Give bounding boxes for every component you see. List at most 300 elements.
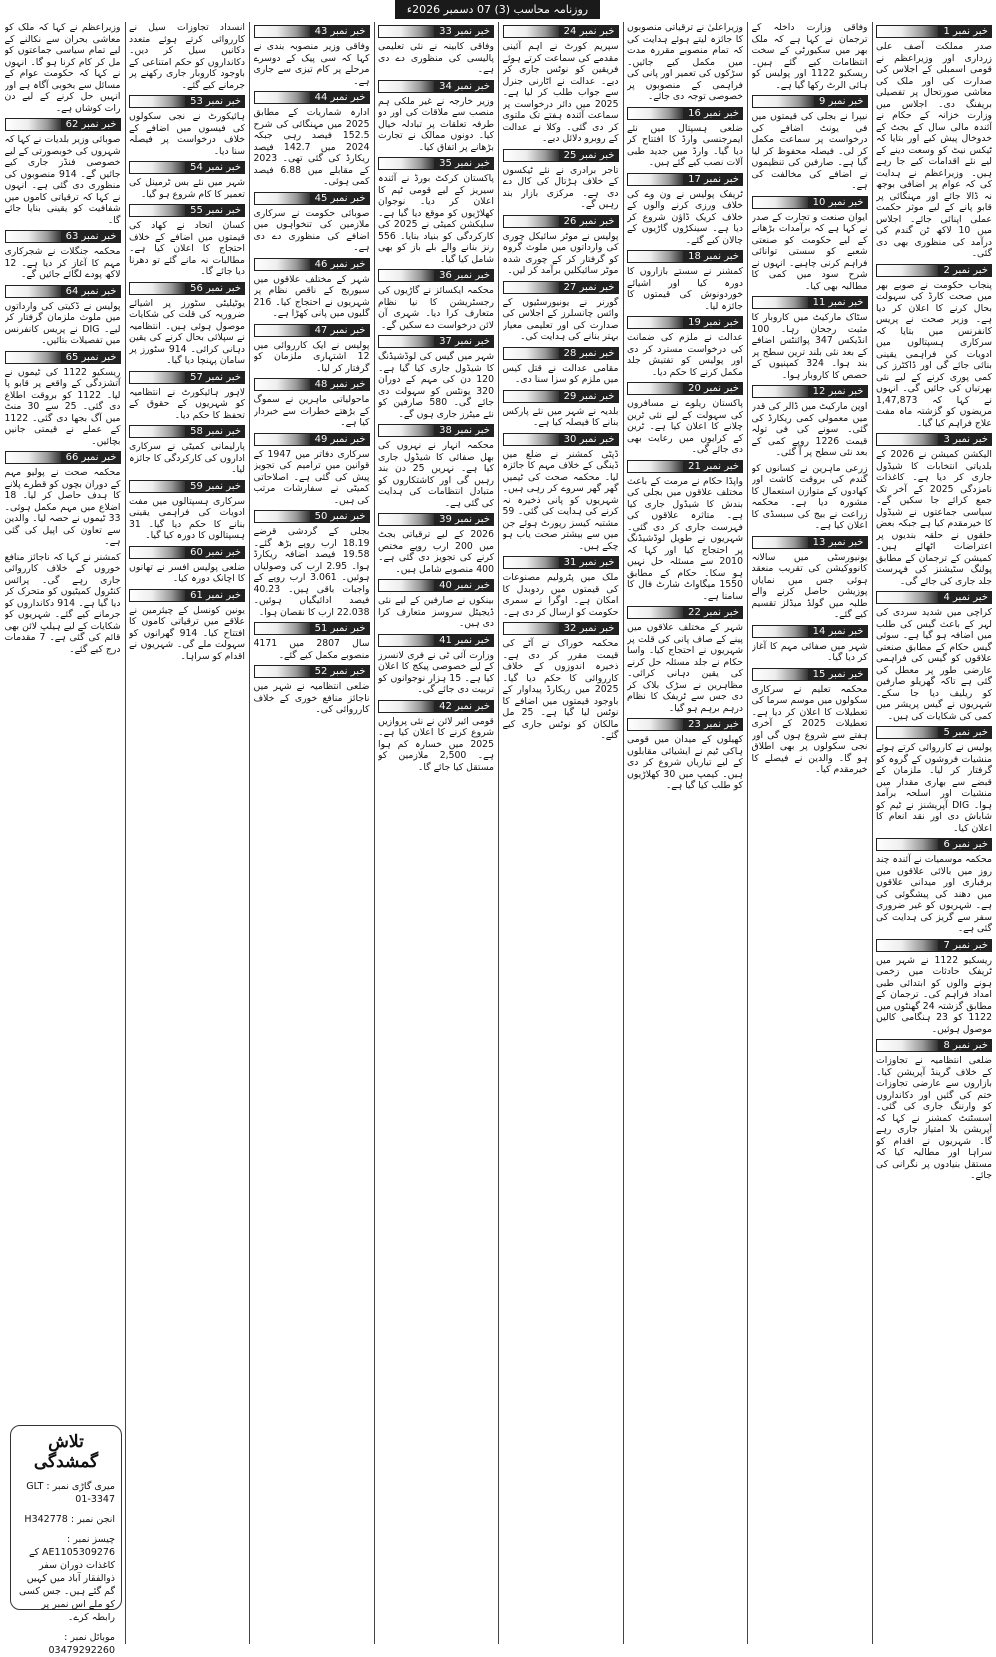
news-item: [254, 258, 370, 320]
news-item-header-bar: [129, 425, 186, 438]
news-item-header: [876, 25, 992, 38]
news-item-header-bar: [503, 25, 560, 38]
news-item-text: ضلعی ہسپتال میں نئے ایمرجنسی وارڈ کا افتتاح کر دیا گیا۔ وارڈ میں جدید طبی آلات نصب کیے گئے ہیں۔: [627, 122, 743, 168]
news-item-header-bar: [752, 296, 809, 309]
news-item: [503, 281, 619, 343]
news-item-text: صدر مملکت آصف علی زرداری اور وزیراعظم نے قومی اسمبلی کے اجلاس کی صدارت کی اور ملک کی معاشی صورتحال پر تفصیلی بریفنگ دی۔ اجلاس میں وزارت خزانہ کے حکام نے آئندہ مالی سال کے بجٹ کے خدوخال پیش کیے اور بتایا کہ ٹیکس نیٹ کو وسعت دینے کے لیے نئے اقدامات کیے جا رہے ہیں۔ وزیراعظم نے ہدایت کی کہ عوام پر اضافی بوجھ نہ ڈالا جائے اور مہنگائی پر قابو پانے کے لیے موثر حکمت عملی اپنائی جائے۔ اجلاس میں 10 لاکھ ٹن گندم کی درآمد کی منظوری بھی دی گئی۔: [876, 41, 992, 259]
news-item-header-bar: [876, 838, 939, 851]
news-item: [5, 285, 121, 347]
news-item-label: خبر نمبر 40: [435, 579, 494, 592]
news-item-header: [627, 250, 743, 263]
news-item-header: [5, 351, 121, 364]
news-item: [876, 433, 992, 587]
news-item: [254, 378, 370, 429]
news-item-text: شہر کے مختلف علاقوں میں سیوریج کے ناقص نظام پر شہریوں نے احتجاج کیا۔ 216 گلیوں میں پانی کھڑا ہے۔: [253, 273, 370, 319]
news-item-header-bar: [627, 382, 684, 395]
news-item: [752, 625, 868, 664]
news-item-text: لاہور ہائیکورٹ نے انتظامیہ کو شہریوں کے حقوق کے تحفظ کا حکم دیا۔: [129, 386, 245, 421]
news-item-label: خبر نمبر 42: [435, 700, 494, 713]
news-item-text: کسان اتحاد نے کھاد کی قیمتوں میں اضافے کے خلاف احتجاج کا اعلان کیا ہے۔ مطالبات نہ مانے گئے تو دھرنا دیا جائے گا۔: [129, 220, 245, 277]
news-item-text: کھیلوں کے میدان میں قومی ہاکی ٹیم نے ایشیائی مقابلوں کے لیے تیاریاں شروع کر دی ہیں۔ کیمپ میں 30 کھلاڑیوں کو طلب کیا گیا ہے۔: [627, 734, 743, 791]
column-2: [752, 22, 868, 1644]
news-item-text: اوپن مارکیٹ میں ڈالر کی قدر میں معمولی کمی ریکارڈ کی گئی۔ سونے کی فی تولہ قیمت 1226 روپے کمی کے بعد نئی سطح پر آ گئی۔: [751, 401, 868, 458]
news-item-header-bar: [254, 665, 311, 678]
news-item-header: [254, 25, 370, 38]
news-item: [627, 382, 743, 456]
news-item-header-bar: [627, 606, 684, 619]
news-item-text: ماحولیاتی ماہرین نے سموگ کے بڑھتے خطرات سے خبردار کیا ہے۔: [253, 394, 370, 428]
news-item-header-bar: [129, 480, 186, 493]
news-item-label: خبر نمبر 11: [809, 296, 868, 309]
news-item: [129, 95, 245, 157]
news-item-header-bar: [876, 726, 939, 739]
lost-notice-line: چیسز نمبر : AE1105309276 کے کاغذات دوران سفر ذوالفقار آباد میں کہیں گم گئے ہیں۔ جس کسی کو ملے اس نمبر پر رابطہ کرے۔: [18, 1534, 115, 1623]
news-item-label: خبر نمبر 26: [560, 215, 619, 228]
news-item-header: [5, 285, 121, 298]
news-item-label: خبر نمبر 56: [186, 282, 245, 295]
news-item: [627, 460, 743, 603]
news-item-text: کراچی میں شدید سردی کی لہر کے باعث گیس کی طلب میں اضافہ ہو گیا ہے۔ سوئی گیس حکام کے مطابق صنعتی علاقوں کو گیس کی فراہمی عارضی طور پر معطل کی گئی ہے تاکہ گھریلو صارفین کو ریلیف دیا جا سکے۔ شہریوں نے گیس پریشر میں کمی کی شکایات کی ہیں۔: [876, 607, 992, 722]
news-item-header: [503, 25, 619, 38]
news-item-text: سٹاک مارکیٹ میں کاروبار کا مثبت رجحان رہا۔ 100 انڈیکس 347 پوائنٹس اضافے کے بعد نئی بلند ترین سطح پر بند ہوا۔ 324 کمپنیوں کے حصص کا کاروبار ہوا۔: [751, 312, 868, 381]
news-item-text: پولیس نے کارروائی کرتے ہوئے منشیات فروشوں کے گروہ کو گرفتار کر لیا۔ ملزمان کے قبضے سے بھاری مقدار میں منشیات اور اسلحہ برآمد ہوا۔ DIG آپریشنز نے ٹیم کو شاباش دی اور نقد انعام کا اعلان کیا۔: [876, 742, 992, 834]
column-divider: [125, 22, 126, 1644]
news-item-header-bar: [627, 107, 684, 120]
news-item-label: خبر نمبر 44: [311, 91, 370, 104]
column-6: [254, 22, 370, 1644]
news-item-text: وزیر خارجہ نے غیر ملکی ہم منصب سے ملاقات کی اور دو طرفہ تعلقات پر تبادلہ خیال کیا۔ دونوں ممالک نے تجارت بڑھانے پر اتفاق کیا۔: [378, 95, 494, 153]
news-item-header-bar: [752, 95, 815, 108]
news-item-header: [378, 25, 494, 38]
news-item-header-bar: [503, 622, 560, 635]
news-item-header-bar: [254, 510, 311, 523]
news-item-text: سپریم کورٹ نے اہم آئینی مقدمے کی سماعت کرتے ہوئے فریقین کو نوٹس جاری کر دیے۔ عدالت نے اٹارنی جنرل سے جواب طلب کر لیا ہے۔ 2025 میں دائر درخواست پر سماعت آئندہ ہفتے تک ملتوی کر دی گئی۔ وکلا نے عدالت کے روبرو دلائل دیے۔: [502, 41, 619, 144]
column-7: [129, 22, 245, 1644]
news-item-text: 2026 کے لیے ترقیاتی بجٹ میں 200 ارب روپے مختص کرنے کی تجویز دی گئی ہے۔ 400 منصوبے شامل ہیں۔: [378, 529, 494, 575]
news-item-header: [378, 157, 494, 170]
news-item-label: خبر نمبر 25: [560, 149, 619, 162]
column-divider: [498, 22, 499, 1644]
news-item: [5, 22, 121, 114]
news-item-header-bar: [378, 634, 435, 647]
news-item-label: خبر نمبر 61: [186, 589, 245, 602]
news-item: [627, 107, 743, 169]
news-item-label: خبر نمبر 24: [560, 25, 619, 38]
news-item: [503, 25, 619, 145]
news-item-header: [876, 1039, 992, 1052]
news-item: [378, 579, 494, 630]
news-item-header: [876, 838, 992, 851]
news-item-text: الیکشن کمیشن نے 2026 کے بلدیاتی انتخابات کا شیڈول جاری کر دیا ہے۔ کاغذات نامزدگی 2025 کے آخر تک جمع کرائے جا سکیں گے۔ سیاسی جماعتوں نے شیڈول کا خیرمقدم کیا ہے جبکہ بعض حلقوں نے حلقہ بندیوں پر اعتراضات اٹھائے ہیں۔ کمیشن کے ترجمان کے مطابق پولنگ سٹیشنز کی فہرست جلد جاری کی جائے گی۔: [876, 449, 992, 587]
news-item-header-bar: [5, 230, 62, 243]
news-item: [378, 335, 494, 420]
news-item-label: خبر نمبر 38: [435, 424, 494, 437]
news-item-label: خبر نمبر 46: [311, 258, 370, 271]
news-item-text: وفاقی وزارت داخلہ کے ترجمان نے کہا ہے کہ ملک بھر میں سکیورٹی کے سخت انتظامات کیے گئے ہیں۔ ریسکیو 1122 اور پولیس کو ہائی الرٹ رکھا گیا ہے۔: [751, 22, 868, 91]
news-item: [752, 536, 868, 621]
news-item-header: [503, 215, 619, 228]
lost-notice-line: میری گاڑی نمبر : GLT 01-3347: [26, 1481, 115, 1505]
news-item-label: خبر نمبر 10: [809, 196, 868, 209]
news-item-label: خبر نمبر 35: [435, 157, 494, 170]
news-item-header: [254, 433, 370, 446]
column-1: [876, 22, 992, 1644]
news-item: [254, 91, 370, 188]
news-item: [752, 463, 868, 532]
news-item-text: پاکستان ریلوے نے مسافروں کی سہولت کے لیے نئی ٹرین چلانے کا اعلان کیا ہے۔ ٹرین کے کرایوں میں رعایت بھی دی جائے گی۔: [627, 398, 743, 455]
news-item-header: [5, 451, 121, 464]
news-item-header-bar: [378, 25, 435, 38]
news-item-header: [503, 149, 619, 162]
news-item-header: [752, 196, 868, 209]
news-item-text: محکمہ تعلیم نے سرکاری سکولوں میں موسم سرما کی تعطیلات کا اعلان کر دیا ہے۔ تعطیلات 2025 کے آخری ہفتے سے شروع ہوں گی اور نجی سکولوں پر بھی اطلاق ہو گا۔ والدین نے فیصلے کا خیرمقدم کیا۔: [751, 683, 868, 775]
news-item: [129, 22, 245, 91]
news-item-label: خبر نمبر 31: [560, 556, 619, 569]
news-item-text: محکمہ انہار نے نہروں کی بھل صفائی کا شیڈول جاری کیا ہے۔ نہریں 25 دن بند رہیں گی اور کاشتکاروں کو متبادل انتظامات کی ہدایت کی گئی ہے۔: [378, 440, 494, 509]
news-item-header-bar: [254, 192, 311, 205]
news-item-header-bar: [378, 513, 435, 526]
news-item-header-bar: [627, 316, 684, 329]
news-item-header-bar: [503, 215, 560, 228]
news-item-header-bar: [129, 95, 186, 108]
news-item-text: ریسکیو 1122 نے شہر میں ٹریفک حادثات میں زخمی ہونے والوں کو ابتدائی طبی امداد فراہم کی۔ ترجمان کے مطابق گزشتہ 24 گھنٹوں میں 1122 کو 23 ہنگامی کالیں موصول ہوئیں۔: [876, 954, 992, 1035]
news-item: [254, 622, 370, 661]
news-item: [503, 622, 619, 742]
news-item-text: انسداد تجاوزات سیل نے کارروائی کرتے ہوئے متعدد دکانیں سیل کر دیں۔ دکانداروں کو حکم امتناعی کے باوجود کاروبار جاری رکھنے پر جرمانے کیے گئے۔: [129, 22, 245, 91]
news-item-label: خبر نمبر 8: [939, 1039, 992, 1052]
lost-notice-line: انجن نمبر : H342778: [24, 1514, 115, 1525]
news-item-label: خبر نمبر 49: [311, 433, 370, 446]
news-item-text: پارلیمانی کمیٹی نے سرکاری اداروں کی کارکردگی کا جائزہ لیا۔: [129, 441, 245, 475]
news-item-text: قومی ائیر لائن نے نئی پروازیں شروع کرنے کا اعلان کیا ہے۔ 2025 میں خسارہ کم ہوا ہے۔ 2,500 ملازمین کو مستقل کیا جائے گا۔: [378, 715, 494, 773]
news-item-header: [876, 433, 992, 446]
column-4: [503, 22, 619, 1644]
news-item-label: خبر نمبر 15: [809, 668, 868, 681]
news-item-text: سال 2807 میں 4171 منصوبے مکمل کیے گئے۔: [253, 638, 370, 661]
news-item-text: پولیس نے ڈکیتی کی وارداتوں میں ملوث ملزمان گرفتار کر لیے۔ DIG نے پریس کانفرنس میں تفصیلات بتائیں۔: [4, 300, 121, 346]
news-item-text: نیپرا نے بجلی کی قیمتوں میں فی یونٹ اضافے کی درخواست پر سماعت مکمل کر لی۔ فیصلہ محفوظ کر لیا گیا ہے۔ صارفین کی تنظیموں نے اضافے کی مخالفت کی ہے۔: [751, 111, 868, 191]
news-item: [752, 296, 868, 381]
news-item-text: پنجاب حکومت نے صوبے بھر میں صحت کارڈ کی سہولت بحال کرنے کا اعلان کر دیا ہے۔ وزیر صحت نے پریس کانفرنس میں بتایا کہ سرکاری ہسپتالوں میں ادویات کی فراہمی یقینی بنائی جائے گی اور ڈاکٹرز کی کمی پوری کرنے کے لیے نئی بھرتیاں کی جائیں گی۔ انہوں نے کہا کہ 1,47,873 مریضوں کو گزشتہ ماہ مفت علاج فراہم کیا گیا۔: [876, 279, 992, 429]
news-item-header-bar: [129, 546, 186, 559]
news-item-header-bar: [129, 589, 186, 602]
news-item-header-bar: [752, 385, 809, 398]
news-item-label: خبر نمبر 57: [186, 371, 245, 384]
news-item-header: [378, 700, 494, 713]
news-item-header: [876, 264, 992, 277]
news-item-header: [627, 606, 743, 619]
column-8: [5, 22, 121, 1417]
news-item-header-bar: [5, 285, 62, 298]
news-item-label: خبر نمبر 36: [435, 269, 494, 282]
news-item-label: خبر نمبر 53: [186, 95, 245, 108]
news-item-header-bar: [503, 433, 560, 446]
news-item-header-bar: [627, 460, 684, 473]
news-item: [254, 510, 370, 618]
news-item-label: خبر نمبر 47: [311, 324, 370, 337]
news-item-text: وزارت آئی ٹی نے فری لانسرز کے لیے خصوصی پیکج کا اعلان کیا ہے۔ 15 ہزار نوجوانوں کو تربیت دی جائے گی۔: [378, 649, 494, 695]
news-item-header: [752, 385, 868, 398]
news-item-header: [627, 107, 743, 120]
news-item-label: خبر نمبر 32: [560, 622, 619, 635]
news-item-header-bar: [627, 250, 684, 263]
news-item-header: [752, 668, 868, 681]
news-item-header: [752, 536, 868, 549]
news-item-text: وزیراعظم نے کہا کہ ملک کو معاشی بحران سے نکالنے کے لیے تمام سیاسی جماعتوں کو مل کر کام کرنا ہو گا۔ انہوں نے کہا کہ حکومت عوام کے مسائل سے بخوبی آگاہ ہے اور انہیں حل کرنے کے لیے دن رات کوشاں ہے۔: [4, 22, 121, 114]
news-item-header: [752, 625, 868, 638]
news-item-header: [254, 378, 370, 391]
news-item-header-bar: [876, 939, 939, 952]
news-item-header-bar: [627, 173, 684, 186]
news-item: [627, 173, 743, 247]
news-item-label: خبر نمبر 34: [435, 80, 494, 93]
news-item-header-bar: [752, 668, 809, 681]
news-item: [378, 513, 494, 575]
news-item-label: خبر نمبر 37: [435, 335, 494, 348]
lost-notice-line: موبائل نمبر : 03479292260: [48, 1632, 115, 1656]
news-item: [876, 25, 992, 260]
news-item: [378, 424, 494, 509]
news-item: [503, 556, 619, 618]
news-item-header-bar: [503, 149, 560, 162]
news-item-header: [876, 939, 992, 952]
news-item-text: ضلعی انتظامیہ نے شہر میں ناجائز منافع خوری کے خلاف کارروائی کی۔: [253, 681, 370, 715]
news-item-header: [752, 95, 868, 108]
news-item: [378, 157, 494, 265]
news-item: [129, 425, 245, 476]
news-item-header: [503, 281, 619, 294]
news-item-label: خبر نمبر 58: [186, 425, 245, 438]
news-item-text: ٹریفک پولیس نے ون وے کی خلاف ورزی کرنے والوں کے خلاف کریک ڈاؤن شروع کر دیا ہے۔ سینکڑوں گاڑیوں کے چالان کیے گئے۔: [627, 188, 743, 246]
news-item-header-bar: [254, 91, 311, 104]
news-item-header: [378, 513, 494, 526]
news-item-header-bar: [876, 1039, 939, 1052]
lost-notice-title: تلاش گمشدگی: [33, 1432, 99, 1472]
news-item: [5, 118, 121, 226]
news-item: [129, 282, 245, 367]
news-item-text: ملک میں پٹرولیم مصنوعات کی قیمتوں میں ردوبدل کا امکان ہے۔ اوگرا نے سمری حکومت کو ارسال کر دی ہے۔: [502, 572, 619, 618]
news-item-text: ادارہ شماریات کے مطابق 2025 میں مہنگائی کی شرح 152.5 فیصد رہی جبکہ 2024 میں 142.7 فیصد ریکارڈ کی گئی تھی۔ 2023 کے مقابلے میں 6.88 فیصد کمی ہوئی۔: [253, 107, 370, 187]
news-item-text: پولیس نے ایک کارروائی میں 12 اشتہاری ملزمان کو گرفتار کر لیا۔: [253, 339, 370, 374]
news-item-header: [129, 589, 245, 602]
news-item-label: خبر نمبر 12: [809, 385, 868, 398]
news-item-text: یونین کونسل کے چیئرمین نے علاقے میں ترقیاتی کاموں کا افتتاح کیا۔ 914 گھرانوں کو سہولت ملے گی۔ شہریوں نے اقدام کو سراہا۔: [129, 604, 245, 662]
news-item: [129, 371, 245, 422]
news-item-header-bar: [876, 433, 939, 446]
news-item-header-bar: [503, 281, 560, 294]
news-item: [254, 665, 370, 716]
news-item-label: خبر نمبر 23: [684, 718, 743, 731]
news-item-label: خبر نمبر 39: [435, 513, 494, 526]
news-item: [5, 552, 121, 656]
news-item: [254, 433, 370, 507]
news-item-header: [876, 591, 992, 604]
news-item-header: [129, 204, 245, 217]
news-item: [503, 433, 619, 553]
news-item-header: [627, 173, 743, 186]
news-item-text: ضلعی انتظامیہ نے تجاوزات کے خلاف گرینڈ آپریشن کیا۔ بازاروں سے عارضی تجاوزات ختم کی گئیں اور دکانداروں کو وارننگ جاری کی گئی۔ اسسٹنٹ کمشنر نے کہا کہ آپریشن بلا امتیاز جاری رہے گا۔ شہریوں نے اقدام کو سراہا اور مطالبہ کیا کہ مستقل بنیادوں پر نگرانی کی جائے۔: [876, 1055, 992, 1181]
news-item: [129, 480, 245, 542]
news-item: [752, 22, 868, 91]
news-item-label: خبر نمبر 22: [684, 606, 743, 619]
news-item-header-bar: [752, 625, 809, 638]
news-item-text: ضلعی پولیس افسر نے تھانوں کا اچانک دورہ کیا۔: [129, 561, 245, 584]
news-item-header: [254, 665, 370, 678]
news-item: [752, 385, 868, 459]
news-item-label: خبر نمبر 21: [684, 460, 743, 473]
news-item-header: [254, 622, 370, 635]
news-item-text: ایوان صنعت و تجارت کے صدر نے کہا ہے کہ برآمدات بڑھانے کے لیے حکومت کو صنعتی شعبے کو سستی توانائی فراہم کرنی چاہیے۔ انہوں نے شرح سود میں کمی کا مطالبہ بھی کیا۔: [751, 211, 868, 292]
news-item: [378, 634, 494, 696]
news-item: [5, 230, 121, 281]
news-item: [378, 25, 494, 76]
news-item-header-bar: [503, 390, 560, 403]
news-item-text: محکمہ ایکسائز نے گاڑیوں کی رجسٹریشن کا نیا نظام متعارف کرا دیا۔ شہری آن لائن درخواست دے سکیں گے۔: [378, 285, 494, 331]
news-item-label: خبر نمبر 1: [939, 25, 992, 38]
news-item-header-bar: [378, 269, 435, 282]
news-item-text: وفاقی وزیر منصوبہ بندی نے کہا کہ سی پیک کے دوسرے مرحلے پر کام تیزی سے جاری ہے۔: [253, 41, 370, 87]
news-item-header-bar: [752, 536, 809, 549]
news-item-text: سرکاری دفاتر میں 1947 کے قوانین میں ترامیم کی تجویز پیش کی گئی ہے۔ اصلاحاتی کمیٹی نے سفارشات مرتب کی ہیں۔: [253, 448, 370, 506]
news-item-label: خبر نمبر 41: [435, 634, 494, 647]
news-item: [129, 589, 245, 663]
news-item-label: خبر نمبر 30: [560, 433, 619, 446]
news-item: [503, 215, 619, 277]
news-item: [129, 546, 245, 585]
news-item-header: [378, 424, 494, 437]
news-item: [378, 269, 494, 331]
news-item-header: [129, 480, 245, 493]
news-item-header-bar: [254, 258, 311, 271]
news-item-header-bar: [378, 80, 435, 93]
news-item-text: واپڈا حکام نے مرمت کے باعث مختلف علاقوں میں بجلی کی بندش کا شیڈول جاری کیا ہے۔ متاثرہ علاقوں کی فہرست جاری کر دی گئی۔ شہریوں نے طویل لوڈشیڈنگ پر احتجاج کیا اور کہا کہ 2010 سے مسئلہ حل نہیں ہو سکا۔ حکام کے مطابق 1550 میگاواٹ شارٹ فال کا سامنا ہے۔: [627, 475, 743, 602]
news-item-label: خبر نمبر 43: [311, 25, 370, 38]
news-item: [627, 316, 743, 378]
news-item-header: [627, 382, 743, 395]
news-item-header-bar: [254, 25, 311, 38]
news-item: [627, 22, 743, 103]
news-item-label: خبر نمبر 27: [560, 281, 619, 294]
news-item-label: خبر نمبر 4: [939, 591, 992, 604]
lost-notice-box: [10, 1425, 122, 1656]
news-item-label: خبر نمبر 9: [815, 95, 868, 108]
news-item-header-bar: [876, 591, 939, 604]
news-item-label: خبر نمبر 63: [62, 230, 121, 243]
news-item-text: پولیس نے موٹر سائیکل چوری کی وارداتوں میں ملوث گروہ کو گرفتار کر کے چوری شدہ موٹر سائیکلیں برآمد کر لیں۔: [502, 230, 619, 276]
news-item-text: ریسکیو 1122 کی ٹیموں نے آتشزدگی کے واقعے پر قابو پا لیا۔ 1122 کو بروقت اطلاع دی گئی۔ 25 سے 30 منٹ میں آگ بجھا دی گئی۔ 1122 کے عملے نے قیمتی جانیں بچائیں۔: [4, 366, 121, 447]
news-item-header-bar: [378, 157, 435, 170]
news-item-header: [129, 95, 245, 108]
news-item-header-bar: [5, 351, 62, 364]
news-item-text: تاجر برادری نے نئے ٹیکسوں کے خلاف ہڑتال کی کال دے دی ہے۔ مرکزی بازار بند رہیں گے۔: [502, 164, 619, 210]
news-item-label: خبر نمبر 66: [62, 451, 121, 464]
news-item-header: [254, 324, 370, 337]
news-item: [503, 149, 619, 211]
column-3: [627, 22, 743, 1644]
news-item-header: [129, 282, 245, 295]
news-item-header: [876, 726, 992, 739]
news-item-label: خبر نمبر 51: [311, 622, 370, 635]
news-item-text: شہر میں گیس کی لوڈشیڈنگ کا شیڈول جاری کیا گیا ہے۔ 120 دن کی مہم کے دوران 320 یونٹس کو سہولت دی جائے گی۔ 580 صارفین کو نئے میٹرز جاری ہوں گے۔: [378, 351, 494, 420]
news-item-text: عدالت نے ملزم کی ضمانت کی درخواست مسترد کر دی اور پولیس کو تفتیش جلد مکمل کرنے کا حکم دیا۔: [627, 332, 743, 378]
news-item-label: خبر نمبر 6: [939, 838, 992, 851]
news-item-header-bar: [503, 347, 560, 360]
news-item-text: سرکاری ہسپتالوں میں مفت ادویات کی فراہمی یقینی بنانے کا حکم دیا گیا۔ 31 ہسپتالوں کا دورہ کیا گیا۔: [129, 495, 245, 541]
news-item-text: صوبائی حکومت نے سرکاری ملازمین کی تنخواہوں میں اضافے کی منظوری دے دی ہے۔: [253, 207, 370, 253]
news-item-text: کمشنر نے سستے بازاروں کا دورہ کیا اور اشیائے خوردونوش کی قیمتوں کا جائزہ لیا۔: [627, 266, 743, 312]
news-item: [254, 324, 370, 375]
news-item-label: خبر نمبر 62: [62, 118, 121, 131]
news-item-label: خبر نمبر 45: [311, 192, 370, 205]
news-item: [627, 250, 743, 312]
news-item: [627, 718, 743, 792]
news-item-text: زرعی ماہرین نے کسانوں کو گندم کی بروقت کاشت اور کھادوں کے متوازن استعمال کا مشورہ دیا ہے۔ محکمہ زراعت نے بیج کی سبسڈی کا اعلان کیا ہے۔: [751, 462, 868, 531]
news-item-header-bar: [129, 371, 186, 384]
news-item-label: خبر نمبر 7: [939, 939, 992, 952]
news-item-label: خبر نمبر 29: [560, 390, 619, 403]
news-item: [503, 390, 619, 429]
news-item-header-bar: [378, 335, 435, 348]
news-item-label: خبر نمبر 52: [311, 665, 370, 678]
news-item-text: ہائیکورٹ نے نجی سکولوں کی فیسوں میں اضافے کے خلاف درخواست پر فیصلہ سنا دیا۔: [129, 111, 245, 157]
news-item: [254, 192, 370, 254]
news-item-header: [627, 718, 743, 731]
news-item-header: [378, 80, 494, 93]
news-item-header: [503, 347, 619, 360]
news-item-text: یونیورسٹی میں سالانہ کانووکیشن کی تقریب منعقد ہوئی جس میں نمایاں پوزیشن حاصل کرنے والے طلبہ میں گولڈ میڈلز تقسیم کیے گئے۔: [751, 551, 868, 620]
news-item-header: [254, 258, 370, 271]
news-item-label: خبر نمبر 28: [560, 347, 619, 360]
news-item-label: خبر نمبر 54: [186, 161, 245, 174]
news-item-label: خبر نمبر 13: [809, 536, 868, 549]
news-item-header: [503, 433, 619, 446]
news-item-header-bar: [627, 718, 684, 731]
news-item-text: یوٹیلیٹی سٹورز پر اشیائے ضروریہ کی قلت کی شکایات موصول ہوئی ہیں۔ انتظامیہ نے سپلائی بحال کرنے کی یقین دہانی کرائی۔ 914 سٹورز پر سامان پہنچا دیا گیا۔: [129, 297, 245, 366]
news-item: [5, 451, 121, 548]
news-item: [876, 726, 992, 834]
news-item-header-bar: [5, 118, 62, 131]
news-item: [752, 95, 868, 192]
news-item: [876, 264, 992, 430]
news-item-label: خبر نمبر 65: [62, 351, 121, 364]
news-item-header: [129, 546, 245, 559]
news-item-header: [5, 230, 121, 243]
news-item: [129, 204, 245, 278]
news-item-header: [503, 390, 619, 403]
news-item-header-bar: [503, 556, 560, 569]
news-item-text: پاکستان کرکٹ بورڈ نے آئندہ سیریز کے لیے قومی ٹیم کا اعلان کر دیا۔ نوجوان کھلاڑیوں کو موقع دیا گیا ہے۔ سلیکشن کمیٹی نے 2025 کی کارکردگی کو بنیاد بنایا۔ 556 رنز بنانے والے بلے باز کو بھی شامل کیا گیا۔: [378, 173, 494, 265]
news-item-label: خبر نمبر 17: [684, 173, 743, 186]
column-divider: [872, 22, 873, 1644]
news-item: [129, 161, 245, 200]
news-item-label: خبر نمبر 2: [939, 264, 992, 277]
news-item-text: وفاقی کابینہ نے نئی تعلیمی پالیسی کی منظوری دے دی ہے۔: [378, 41, 494, 75]
news-item-header: [752, 296, 868, 309]
news-item-label: خبر نمبر 14: [809, 625, 868, 638]
news-item-header: [378, 335, 494, 348]
news-item: [503, 347, 619, 386]
news-item-text: محکمہ جنگلات نے شجرکاری مہم کا آغاز کر دیا ہے۔ 12 لاکھ پودے لگائے جائیں گے۔: [4, 246, 121, 280]
news-item-text: مقامی عدالت نے قتل کیس میں ملزم کو سزا سنا دی۔: [502, 362, 619, 385]
news-item: [254, 25, 370, 87]
news-item-text: شہر میں نئے بس ٹرمینل کی تعمیر کا کام شروع ہو گیا۔: [129, 177, 245, 200]
news-item-header: [627, 460, 743, 473]
news-item-label: خبر نمبر 16: [684, 107, 743, 120]
news-item-text: بینکوں نے صارفین کے لیے نئی ڈیجیٹل سروسز متعارف کرا دی ہیں۔: [378, 595, 494, 629]
news-item-header: [129, 425, 245, 438]
news-item-header: [254, 192, 370, 205]
news-item-text: وزیراعلیٰ نے ترقیاتی منصوبوں کا جائزہ لیتے ہوئے ہدایت کی کہ تمام منصوبے مقررہ مدت میں مکمل کیے جائیں۔ سڑکوں کی تعمیر اور پانی کی فراہمی کے منصوبوں پر خصوصی توجہ دی جائے۔: [627, 22, 743, 102]
